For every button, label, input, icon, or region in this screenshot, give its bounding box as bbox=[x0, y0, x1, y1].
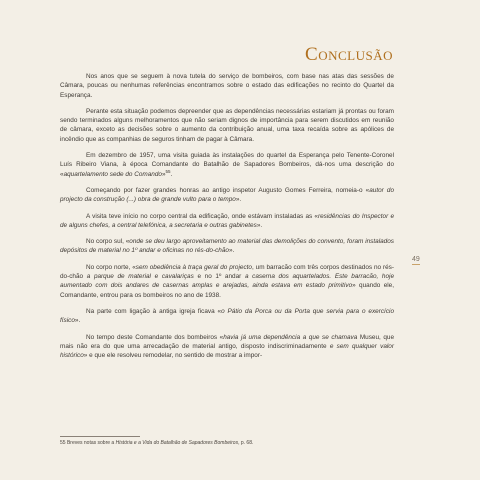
paragraph: No corpo norte, «sem obediência à traça geral do projecto, um barracão com três corpos destinados no rés-do-chão a parque de material e cavalariças e no 1º andar a caserna dos aquartelados. Este barracão, hoje aumentado com dois andares de casernas amplas e arejadas, ainda estava em estado primitivo» quando ele, Comandante, entrou para os bombeiros no ano de 1938. bbox=[60, 263, 395, 299]
paragraph: A visita teve início no corpo central da edificação, onde estávam instaladas as «residências do Inspector e de alguns chefes, a central telefónica, a secretaria e outras gabinetes». bbox=[60, 212, 394, 229]
paragraph: No tempo deste Comandante dos bombeiros «havia já uma dependência a que se chamava Museu, que mais não era do que uma arrecadação de material antigo, disposto indiscriminadamente e sem qualquer valor histórico» e que ele resolveu remodelar, no sentido de mostrar a impor- bbox=[60, 333, 394, 360]
footnote: 55 Breves notas sobre a História e a Vida do Batalhão de Sapadores Bombeiros, p. 68. bbox=[60, 440, 254, 446]
body-text bbox=[60, 72, 394, 367]
page-title: Conclusão bbox=[305, 44, 393, 65]
footnote-number: 55 bbox=[60, 440, 66, 446]
footnote-reference: 55 bbox=[165, 168, 171, 174]
paragraph: No corpo sul, «onde se deu largo aproveitamento ao material das demolições do convento, foram instalados depósitos de material no 1º andar e oficinas no rés-do-chão». bbox=[60, 238, 394, 255]
paragraph: Nos anos que se seguem à nova tutela do serviço de bombeiros, com base nas atas das sessões de Câmara, poucas ou nenhumas referências encontramos sobre o estado das edificações no recinto do Quartel da Esperança. bbox=[60, 73, 394, 99]
paragraph: Perante esta situação podemos depreender que as dependências necessárias estariam já prontas ou foram sendo terminados alguns melhoramentos que não seriam dignos de importância para serem discutidos em reunião de câmara, exceto as decisões sobre o aumento da contribuição anual, uma taxa recaída sobre as apólices de incêndio que as companhias de seguros tinham de pagar à Câmara. bbox=[60, 107, 394, 143]
paragraph: Na parte com ligação à antiga igreja ficava «o Pátio da Porca ou da Porta que servia para o exercício físico». bbox=[60, 307, 395, 325]
footnote-divider bbox=[60, 436, 140, 437]
page-number: 49 bbox=[412, 256, 420, 263]
paragraph: Em dezembro de 1957, uma visita guiada às instalações do quartel da Esperança pelo Tenente-Coronel Luís Ribeiro Viana, à época Comandante do Batalhão de Sapadores Bombeiros, dá-nos uma descrição do «aquartelamento sede do Comando»$^{55}$. bbox=[60, 152, 394, 178]
paragraph: Começando por fazer grandes honras ao antigo inspetor Augusto Gomes Ferreira, nomeia-o «autor do projecto da construção (...) obra de grande vulto para o tempo». bbox=[60, 186, 395, 204]
